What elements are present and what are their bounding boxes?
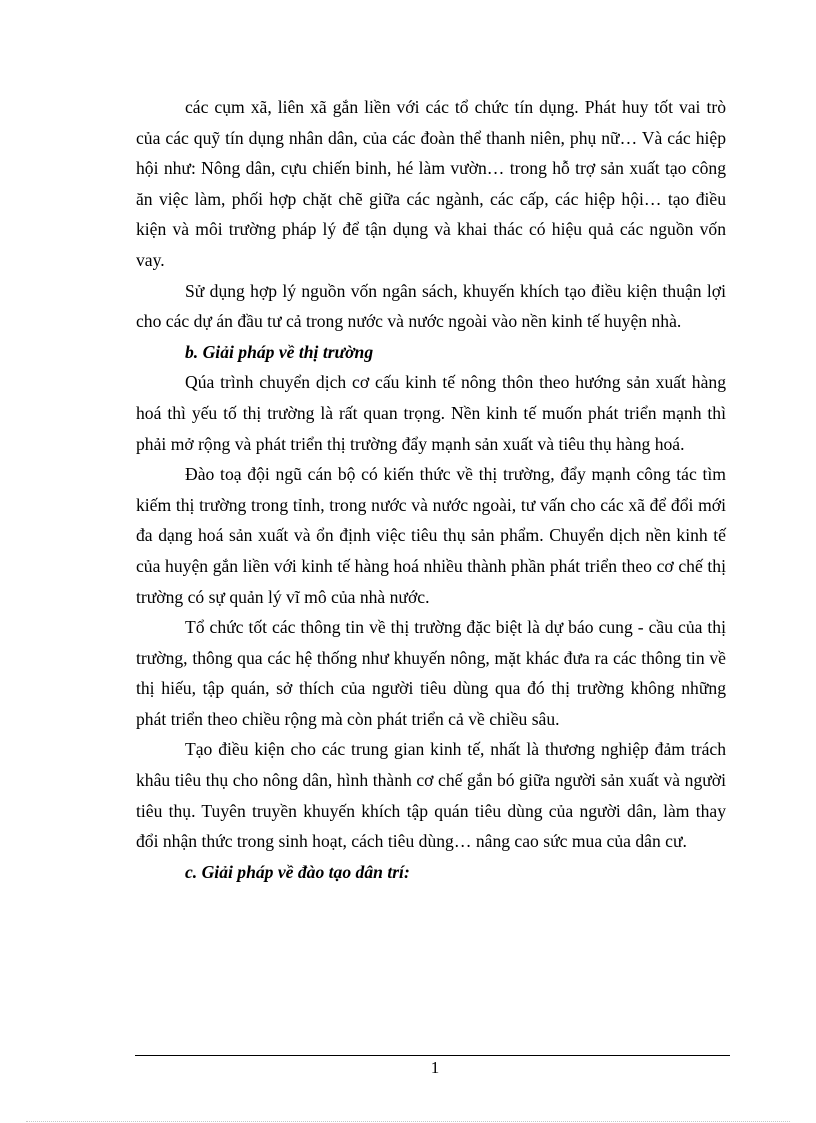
paragraph-market-information: Tổ chức tốt các thông tin về thị trường đặc biệt là dự báo cung - cầu của thị trường, thông qua các hệ thống như khuyến nông, mặt khác đưa ra các thông tin về thị hiếu, tập quán, sở thích của người tiêu dùng qua đó thị trường không những phát triển theo chiều rộng mà còn phát triển cả về chiều sâu. <box>136 617 726 729</box>
page-number: 1 <box>430 1058 440 1077</box>
paragraph-intermediaries: Tạo điều kiện cho các trung gian kinh tế, nhất là thương nghiệp đảm trách khâu tiêu thụ cho nông dân, hình thành cơ chế gắn bó giữa người sản xuất và người tiêu thụ. Tuyên truyền khuyến khích tập quán tiêu dùng của người dân, làm thay đổi nhận thức trong sinh hoạt, cách tiêu dùng… nâng cao sức mua của dân cư. <box>136 739 726 852</box>
paragraph-budget-capital: Sử dụng hợp lý nguồn vốn ngân sách, khuyến khích tạo điều kiện thuận lợi cho các dự án đầu tư cả trong nước và nước ngoài vào nền kinh tế huyện nhà. <box>136 280 726 332</box>
heading-market-solutions: b. Giải pháp về thị trường <box>185 341 374 362</box>
paragraph-credit-organizations: các cụm xã, liên xã gắn liền với các tổ chức tín dụng. Phát huy tốt vai trò của các quỹ tín dụng nhân dân, của các đoàn thể thanh niên, phụ nữ… Và các hiệp hội như: Nông dân, cựu chiến binh, hé làm vườn… trong hỗ trợ sản xuất tạo công ăn việc làm, phối hợp chặt chẽ giữa các ngành, các cấp, các hiệp hội… tạo điều kiện và môi trường pháp lý để tận dụng và khai thác có hiệu quả các nguồn vốn vay. <box>136 97 726 270</box>
paragraph-market-importance: Qúa trình chuyển dịch cơ cấu kinh tế nông thôn theo hướng sản xuất hàng hoá thì yếu tố thị trường là rất quan trọng. Nền kinh tế muốn phát triển mạnh thì phải mở rộng và phát triển thị trường đẩy mạnh sản xuất và tiêu thụ hàng hoá. <box>136 372 726 454</box>
footer-divider <box>135 1055 730 1056</box>
page-bottom-edge <box>26 1121 790 1122</box>
document-body <box>136 92 726 887</box>
paragraph-training-staff: Đào toạ đội ngũ cán bộ có kiến thức về thị trường, đẩy mạnh công tác tìm kiếm thị trường trong tỉnh, trong nước và nước ngoài, tư vấn cho các xã để đổi mới đa dạng hoá sản xuất và ổn định việc tiêu thụ sản phẩm. Chuyển dịch nền kinh tế của huyện gắn liền với kinh tế hàng hoá nhiều thành phần phát triển theo cơ chế thị trường có sự quản lý vĩ mô của nhà nước. <box>136 464 726 607</box>
heading-education-solutions: c. Giải pháp về đào tạo dân trí: <box>185 861 410 882</box>
